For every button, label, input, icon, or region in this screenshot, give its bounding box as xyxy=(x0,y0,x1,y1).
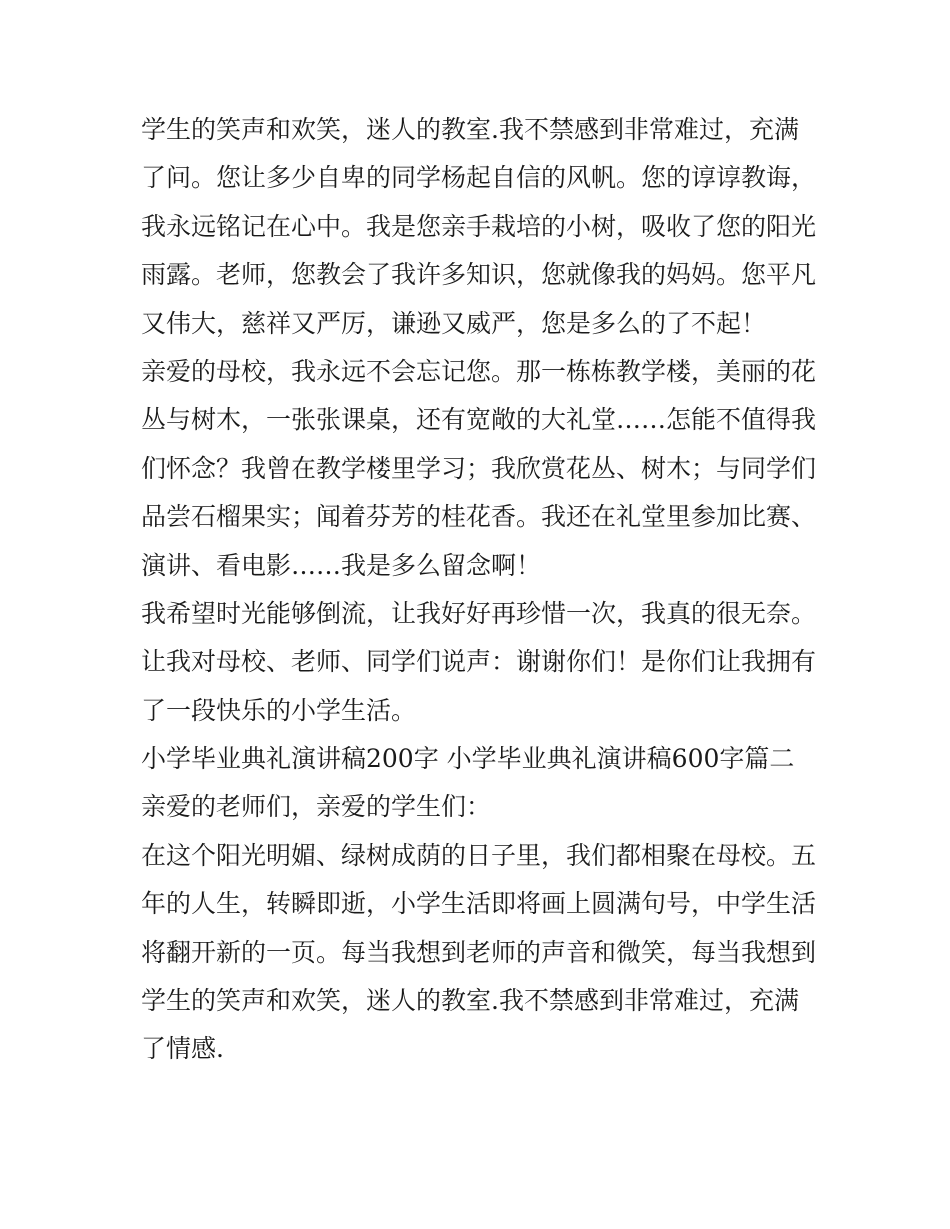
salutation-line: 亲爱的老师们，亲爱的学生们： xyxy=(141,792,492,822)
text-line: 了问。您让多少自卑的同学杨起自信的风帆。您的谆谆教诲， xyxy=(141,163,817,193)
text-line: 学生的笑声和欢笑，迷人的教室.我不禁感到非常难过，充满 xyxy=(141,986,799,1016)
text-line: 让我对母校、老师、同学们说声：谢谢你们！是你们让我拥有 xyxy=(141,647,817,677)
text-line: 又伟大，慈祥又严厉，谦逊又威严，您是多么的了不起！ xyxy=(141,308,767,338)
text-line: 学生的笑声和欢笑，迷人的教室.我不禁感到非常难过，充满 xyxy=(141,115,799,144)
text-line: 了情感. xyxy=(141,1034,224,1064)
text-line: 亲爱的母校，我永远不会忘记您。那一栋栋教学楼，美丽的花 xyxy=(141,356,817,386)
text-line: 在这个阳光明媚、绿树成荫的日子里，我们都相聚在母校。五 xyxy=(141,840,817,870)
text-line: 丛与树木，一张张课桌，还有宽敞的大礼堂……怎能不值得我 xyxy=(141,405,817,435)
text-line: 我永远铭记在心中。我是您亲手栽培的小树，吸收了您的阳光 xyxy=(141,211,817,241)
document-body xyxy=(141,106,817,1074)
section-heading-line: 小学毕业典礼演讲稿200字 小学毕业典礼演讲稿600字篇二 xyxy=(141,744,795,774)
text-line: 年的人生，转瞬即逝，小学生活即将画上圆满句号，中学生活 xyxy=(141,889,817,919)
text-line: 雨露。老师，您教会了我许多知识，您就像我的妈妈。您平凡 xyxy=(141,260,817,290)
text-line: 品尝石榴果实；闻着芬芳的桂花香。我还在礼堂里参加比赛、 xyxy=(141,502,817,532)
text-line: 将翻开新的一页。每当我想到老师的声音和微笑，每当我想到 xyxy=(141,937,817,967)
text-line: 们怀念？我曾在教学楼里学习；我欣赏花丛、树木；与同学们 xyxy=(141,453,817,483)
text-line: 了一段快乐的小学生活。 xyxy=(141,695,417,725)
text-line: 演讲、看电影……我是多么留念啊！ xyxy=(141,550,542,580)
text-line: 我希望时光能够倒流，让我好好再珍惜一次，我真的很无奈。 xyxy=(141,598,817,628)
